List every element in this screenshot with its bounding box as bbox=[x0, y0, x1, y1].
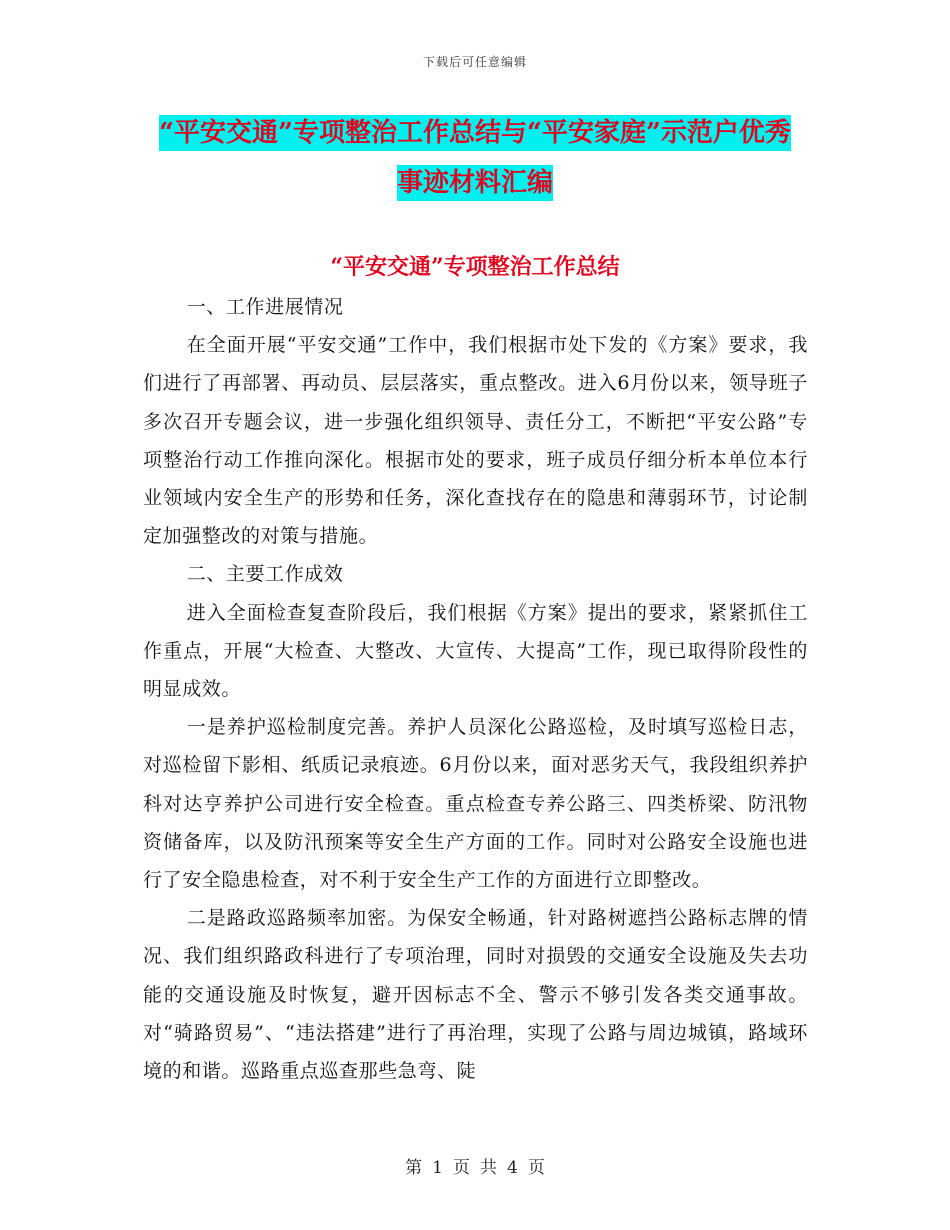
document-title bbox=[150, 108, 800, 208]
total-unit: 页 bbox=[527, 1158, 545, 1178]
header-note: 下载后可任意编辑 bbox=[422, 55, 527, 69]
paragraph: 在全面开展“平安交通”工作中，我们根据市处下发的《方案》要求，我们进行了再部署、再动员、层层落实，重点整改。进入6月份以来，领导班子多次召开专题会议，进一步强化组织领导、责任分工，不断把“平安公路”专项整治行动工作推向深化。根据市处的要求，班子成员仔细分析本单位本行业领域内安全生产的形势和任务，深化查找存在的隐患和薄弱环节，讨论制定加强整改的对策与措施。 bbox=[143, 334, 808, 548]
page-label: 第 bbox=[405, 1158, 423, 1178]
paragraph: 进入全面检查复查阶段后，我们根据《方案》提出的要求，紧紧抓住工作重点，开展“大检查、大整改、大宣传、大提高”工作，现已取得阶段性的明显成效。 bbox=[143, 601, 808, 701]
page-footer bbox=[0, 1153, 950, 1178]
total-label: 共 bbox=[480, 1158, 497, 1178]
section-title: “平安交通”专项整治工作总结 bbox=[330, 254, 620, 280]
page-number: 1 bbox=[432, 1158, 443, 1178]
heading-work-results: 二、主要工作成效 bbox=[186, 563, 344, 586]
document-title-text: “平安交通”专项整治工作总结与“平安家庭”示范户优秀事迹材料汇编 bbox=[159, 115, 791, 201]
page-unit: 页 bbox=[453, 1158, 470, 1178]
total-pages: 4 bbox=[507, 1158, 518, 1178]
heading-work-progress: 一、工作进展情况 bbox=[186, 296, 344, 318]
paragraph: 一是养护巡检制度完善。养护人员深化公路巡检，及时填写巡检日志，对巡检留下影相、纸质记录痕迹。6月份以来，面对恶劣天气，我段组织养护科对达亨养护公司进行安全检查。重点检查专养公路三、四类桥梁、防汛物资储备库，以及防汛预案等安全生产方面的工作。同时对公路安全设施也进行了安全隐患检查，对不利于安全生产工作的方面进行立即整改。 bbox=[143, 716, 808, 892]
document-body bbox=[143, 288, 808, 1090]
paragraph: 二是路政巡路频率加密。为保安全畅通，针对路树遮挡公路标志牌的情况、我们组织路政科进行了专项治理，同时对损毁的交通安全设施及失去功能的交通设施及时恢复，避开因标志不全、警示不够引发各类交通事故。对“骑路贸易”、“违法搭建”进行了再治理，实现了公路与周边城镇，路域环境的和谐。巡路重点巡查那些急弯、陡 bbox=[143, 907, 808, 1083]
